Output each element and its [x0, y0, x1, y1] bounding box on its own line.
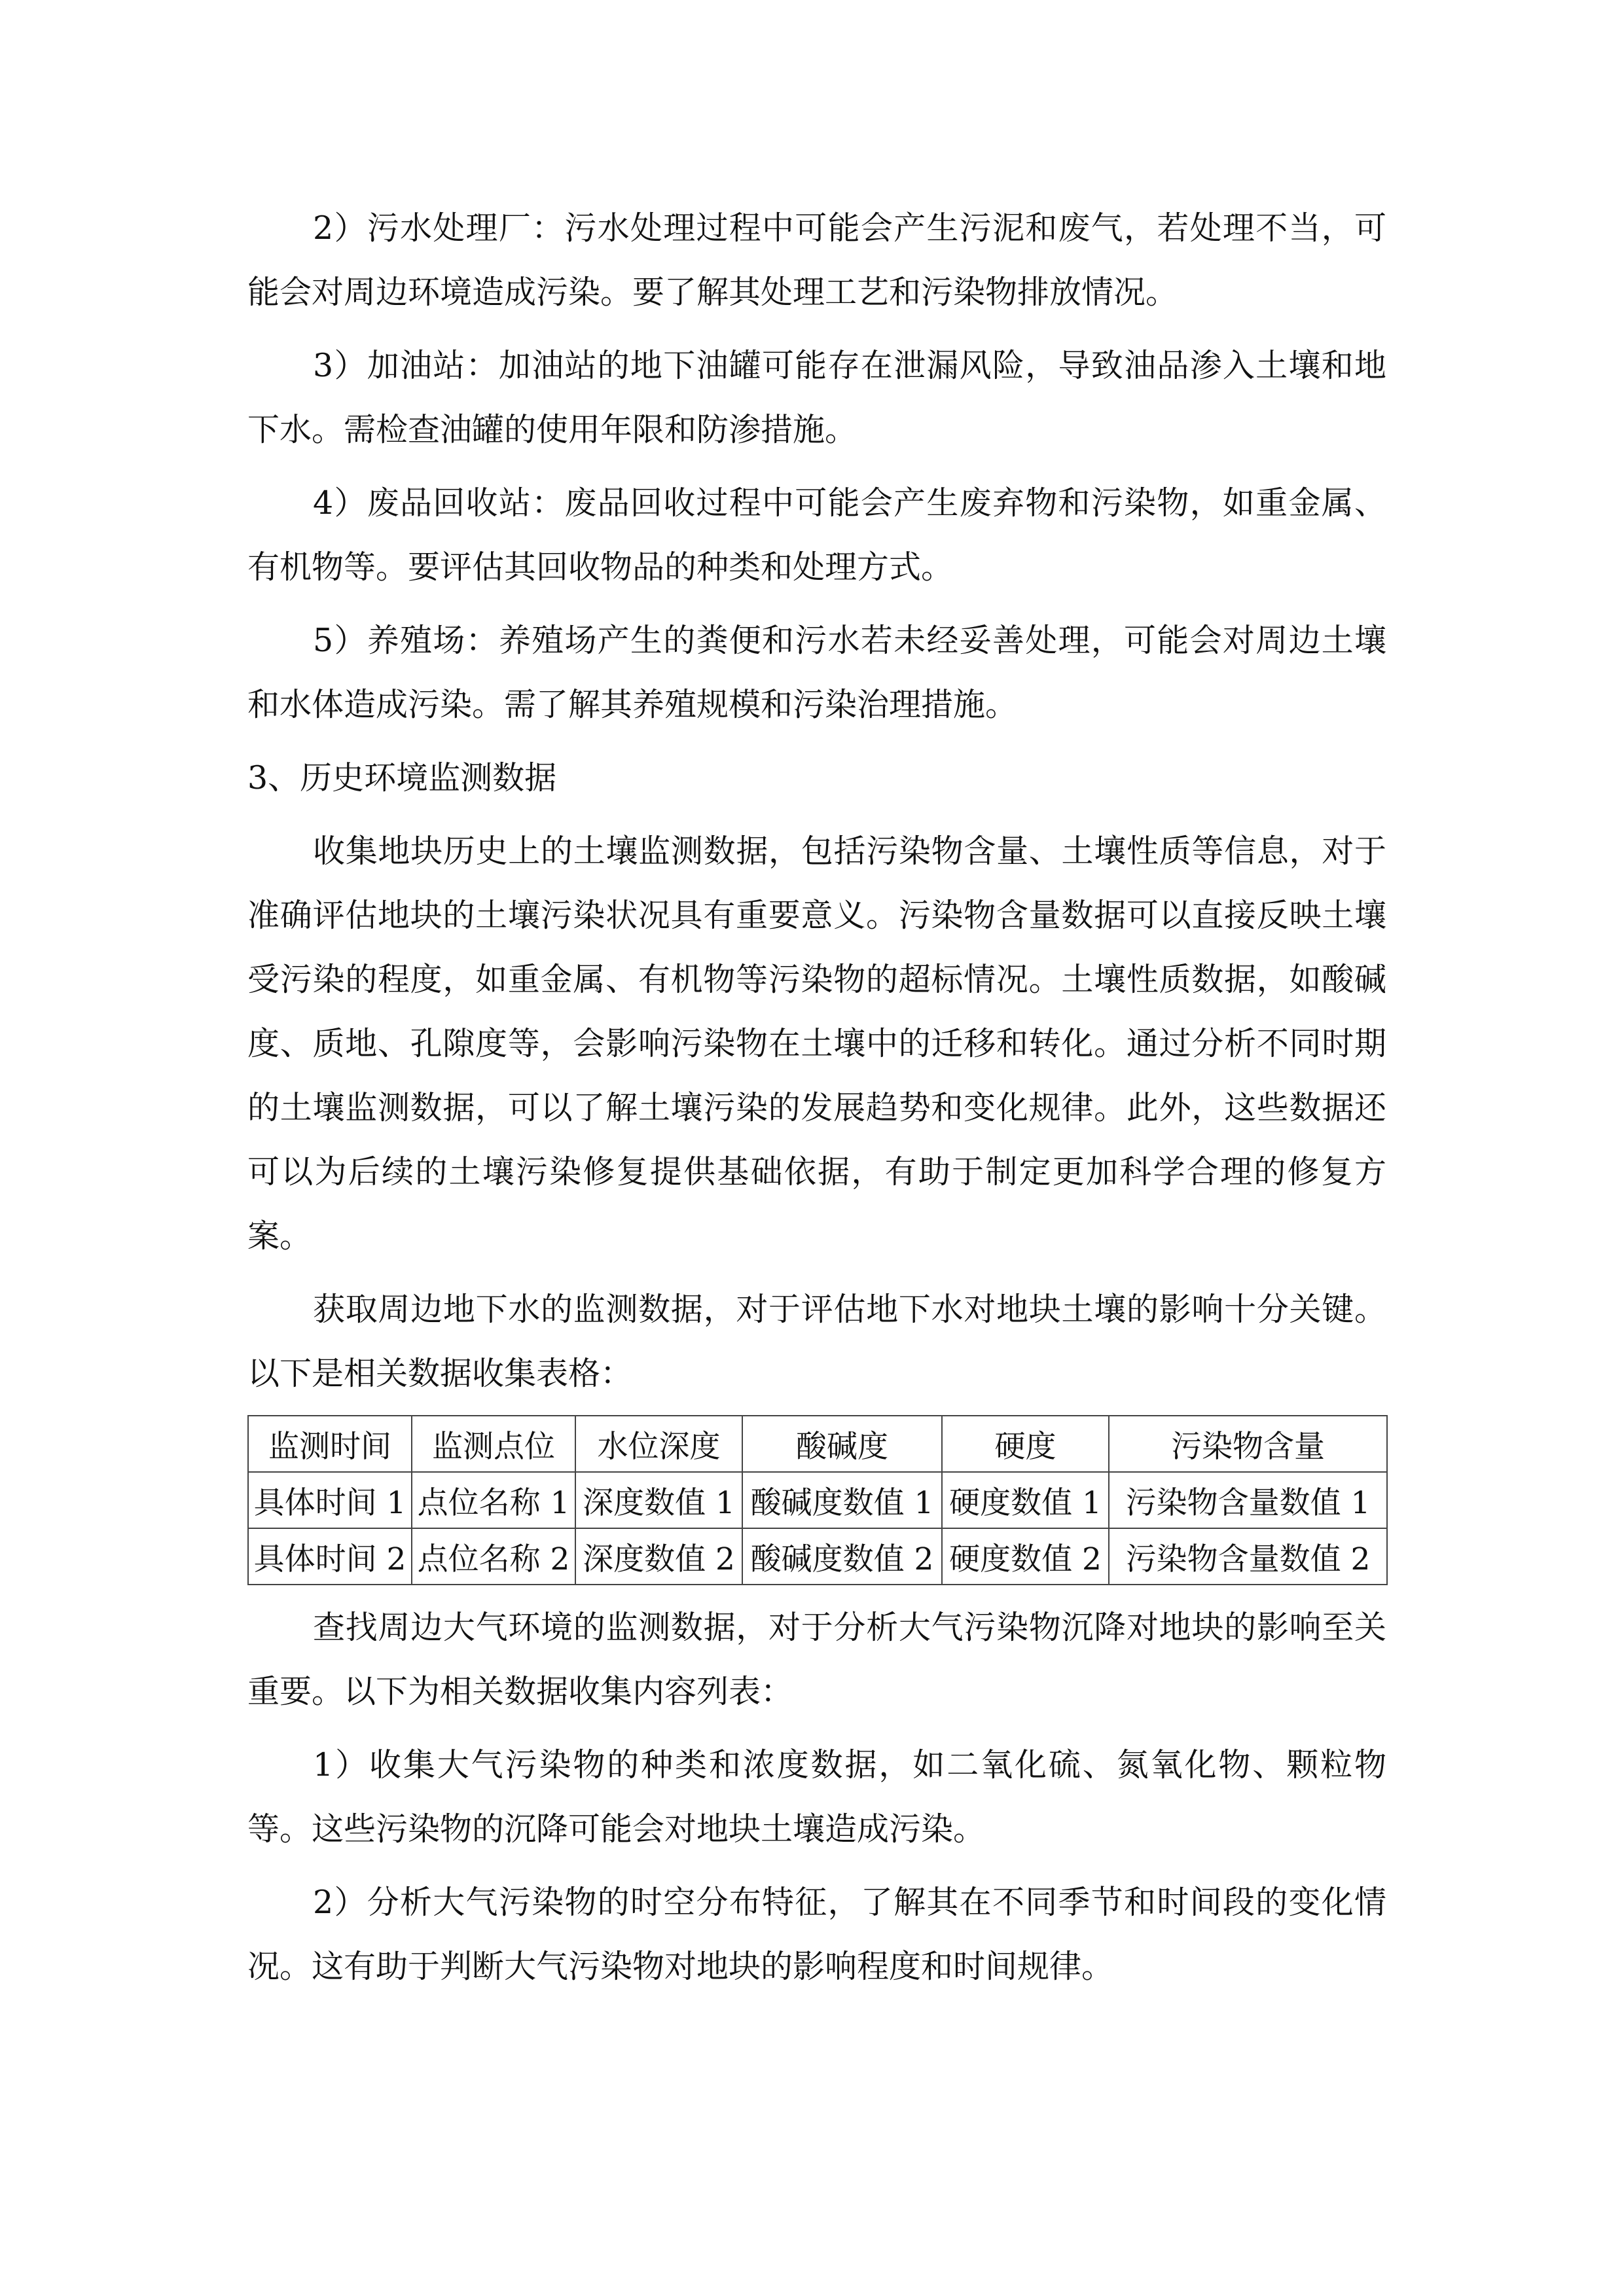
table-header-cell: 监测时间: [248, 1416, 412, 1472]
table-row: [248, 1528, 1387, 1585]
table-cell: 污染物含量数值 1: [1109, 1472, 1387, 1528]
paragraph-soil-monitoring: 收集地块历史上的土壤监测数据，包括污染物含量、土壤性质等信息，对于准确评估地块的土壤污染状况具有重要意义。污染物含量数据可以直接反映土壤受污染的程度，如重金属、有机物等污染物的超标情况。土壤性质数据，如酸碱度、质地、孔隙度等，会影响污染物在土壤中的迁移和转化。通过分析不同时期的土壤监测数据，可以了解土壤污染的发展趋势和变化规律。此外，这些数据还可以为后续的土壤污染修复提供基础依据，有助于制定更加科学合理的修复方案。: [247, 833, 1386, 1255]
table-cell: 酸碱度数值 1: [742, 1472, 942, 1528]
table-cell: 点位名称 1: [412, 1472, 575, 1528]
paragraph-atmosphere-intro: 查找周边大气环境的监测数据，对于分析大气污染物沉降对地块的影响至关重要。以下为相关数据收集内容列表：: [247, 1609, 1386, 1710]
table-header-cell: 硬度: [942, 1416, 1109, 1472]
table-cell: 具体时间 1: [248, 1472, 412, 1528]
table-header-cell: 水位深度: [575, 1416, 742, 1472]
table-cell: 点位名称 2: [412, 1528, 575, 1585]
paragraph-farm: 5）养殖场：养殖场产生的粪便和污水若未经妥善处理，可能会对周边土壤和水体造成污染。需了解其养殖规模和污染治理措施。: [247, 622, 1386, 723]
table-header-row: [248, 1416, 1387, 1472]
table-cell: 硬度数值 1: [942, 1472, 1109, 1528]
table-cell: 具体时间 2: [248, 1528, 412, 1585]
paragraph-groundwater-intro: 获取周边地下水的监测数据，对于评估地下水对地块土壤的影响十分关键。以下是相关数据收集表格：: [247, 1291, 1386, 1392]
table-cell: 硬度数值 2: [942, 1528, 1109, 1585]
paragraph-gas-station: 3）加油站：加油站的地下油罐可能存在泄漏风险，导致油品渗入土壤和地下水。需检查油罐的使用年限和防渗措施。: [247, 347, 1386, 448]
paragraph-atmosphere-item-2: 2）分析大气污染物的时空分布特征，了解其在不同季节和时间段的变化情况。这有助于判断大气污染物对地块的影响程度和时间规律。: [247, 1884, 1386, 1985]
table-header-cell: 污染物含量: [1109, 1416, 1387, 1472]
groundwater-data-table: [247, 1415, 1388, 1585]
table-header-cell: 监测点位: [412, 1416, 575, 1472]
table-cell: 酸碱度数值 2: [742, 1528, 942, 1585]
paragraph-recycling-station: 4）废品回收站：废品回收过程中可能会产生废弃物和污染物，如重金属、有机物等。要评估其回收物品的种类和处理方式。: [247, 484, 1386, 586]
paragraph-sewage-plant: 2）污水处理厂：污水处理过程中可能会产生污泥和废气，若处理不当，可能会对周边环境造成污染。要了解其处理工艺和污染物排放情况。: [247, 209, 1386, 311]
table-cell: 深度数值 2: [575, 1528, 742, 1585]
table-header-cell: 酸碱度: [742, 1416, 942, 1472]
paragraph-atmosphere-item-1: 1）收集大气污染物的种类和浓度数据，如二氧化硫、氮氧化物、颗粒物等。这些污染物的沉降可能会对地块土壤造成污染。: [247, 1746, 1386, 1848]
table-cell: 污染物含量数值 2: [1109, 1528, 1387, 1585]
page-content: [247, 196, 1386, 2008]
table-row: [248, 1472, 1387, 1528]
table-cell: 深度数值 1: [575, 1472, 742, 1528]
section-heading: 3、历史环境监测数据: [247, 759, 557, 797]
